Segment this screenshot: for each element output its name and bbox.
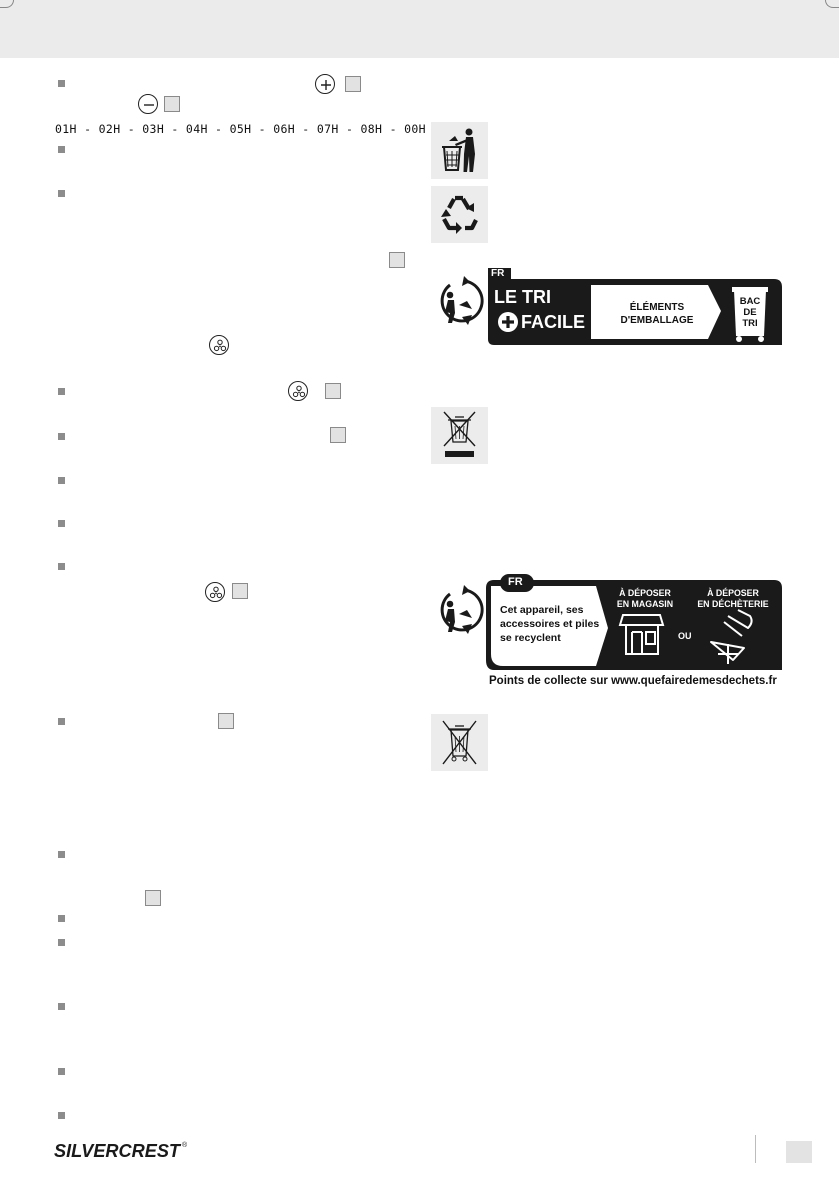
bin-label: BAC: [739, 296, 761, 307]
store-label: À DÉPOSER: [619, 588, 671, 598]
page-number-box: [786, 1141, 812, 1163]
country-badge: FR: [491, 268, 505, 279]
bullet-marker: [58, 915, 65, 922]
bullet-marker: [58, 851, 65, 858]
svg-text:SILVERCREST: SILVERCREST: [54, 1141, 183, 1161]
minus-icon: [138, 94, 158, 114]
country-badge: FR: [508, 576, 523, 588]
bullet-marker: [58, 388, 65, 395]
bullet-marker: [58, 520, 65, 527]
key-reference-box: [145, 890, 161, 906]
svg-text:®: ®: [182, 1142, 188, 1149]
fan-icon: [205, 582, 225, 602]
fan-icon: [209, 335, 229, 355]
bin-label: DE: [743, 307, 757, 318]
store-label: EN MAGASIN: [616, 599, 674, 609]
key-reference-box: [389, 252, 405, 268]
recycle-icon: [431, 186, 488, 243]
triman-icon: [442, 585, 482, 634]
category-line: ÉLÉMENTS: [629, 302, 685, 313]
bullet-marker: [58, 563, 65, 570]
logo-line: FACILE: [521, 312, 586, 332]
bullet-marker: [58, 1068, 65, 1075]
bullet-marker: [58, 146, 65, 153]
silvercrest-logo: [54, 1138, 194, 1162]
key-reference-box: [345, 76, 361, 92]
appliance-message: Cet appareil, ses: [500, 604, 584, 616]
bullet-marker: [58, 190, 65, 197]
category-line: D'EMBALLAGE: [620, 315, 694, 326]
collection-points-url[interactable]: Points de collecte sur www.quefairedemesdechets.fr: [489, 675, 777, 687]
timer-display-sequence: 01H - 02H - 03H - 04H - 05H - 06H - 07H - 08H - 00H: [55, 122, 426, 136]
key-reference-box: [232, 583, 248, 599]
dump-label: À DÉPOSER: [707, 588, 759, 598]
header-band: [0, 0, 839, 58]
footer-divider: [755, 1135, 756, 1163]
bin-label: TRI: [742, 318, 758, 329]
bullet-marker: [58, 1112, 65, 1119]
appliance-message: accessoires et piles: [500, 618, 600, 630]
key-reference-box: [218, 713, 234, 729]
bullet-marker: [58, 718, 65, 725]
triman-icon: [442, 276, 482, 325]
appliance-message: se recyclent: [500, 632, 561, 644]
dump-label: EN DÉCHÈTERIE: [697, 599, 769, 609]
bullet-marker: [58, 80, 65, 87]
logo-line: LE TRI: [494, 287, 551, 307]
key-reference-box: [164, 96, 180, 112]
fan-icon: [288, 381, 308, 401]
bullet-marker: [58, 477, 65, 484]
litter-bin-icon: [431, 122, 488, 179]
key-reference-box: [330, 427, 346, 443]
key-reference-box: [325, 383, 341, 399]
plus-icon: [315, 74, 335, 94]
bullet-marker: [58, 433, 65, 440]
bullet-marker: [58, 939, 65, 946]
tri-appliance-card: [428, 572, 788, 672]
bullet-marker: [58, 1003, 65, 1010]
crossed-bin-icon: [431, 714, 488, 771]
or-label: OU: [678, 631, 692, 641]
tri-packaging-card: [428, 265, 788, 347]
crossed-bin-icon: [431, 407, 488, 464]
